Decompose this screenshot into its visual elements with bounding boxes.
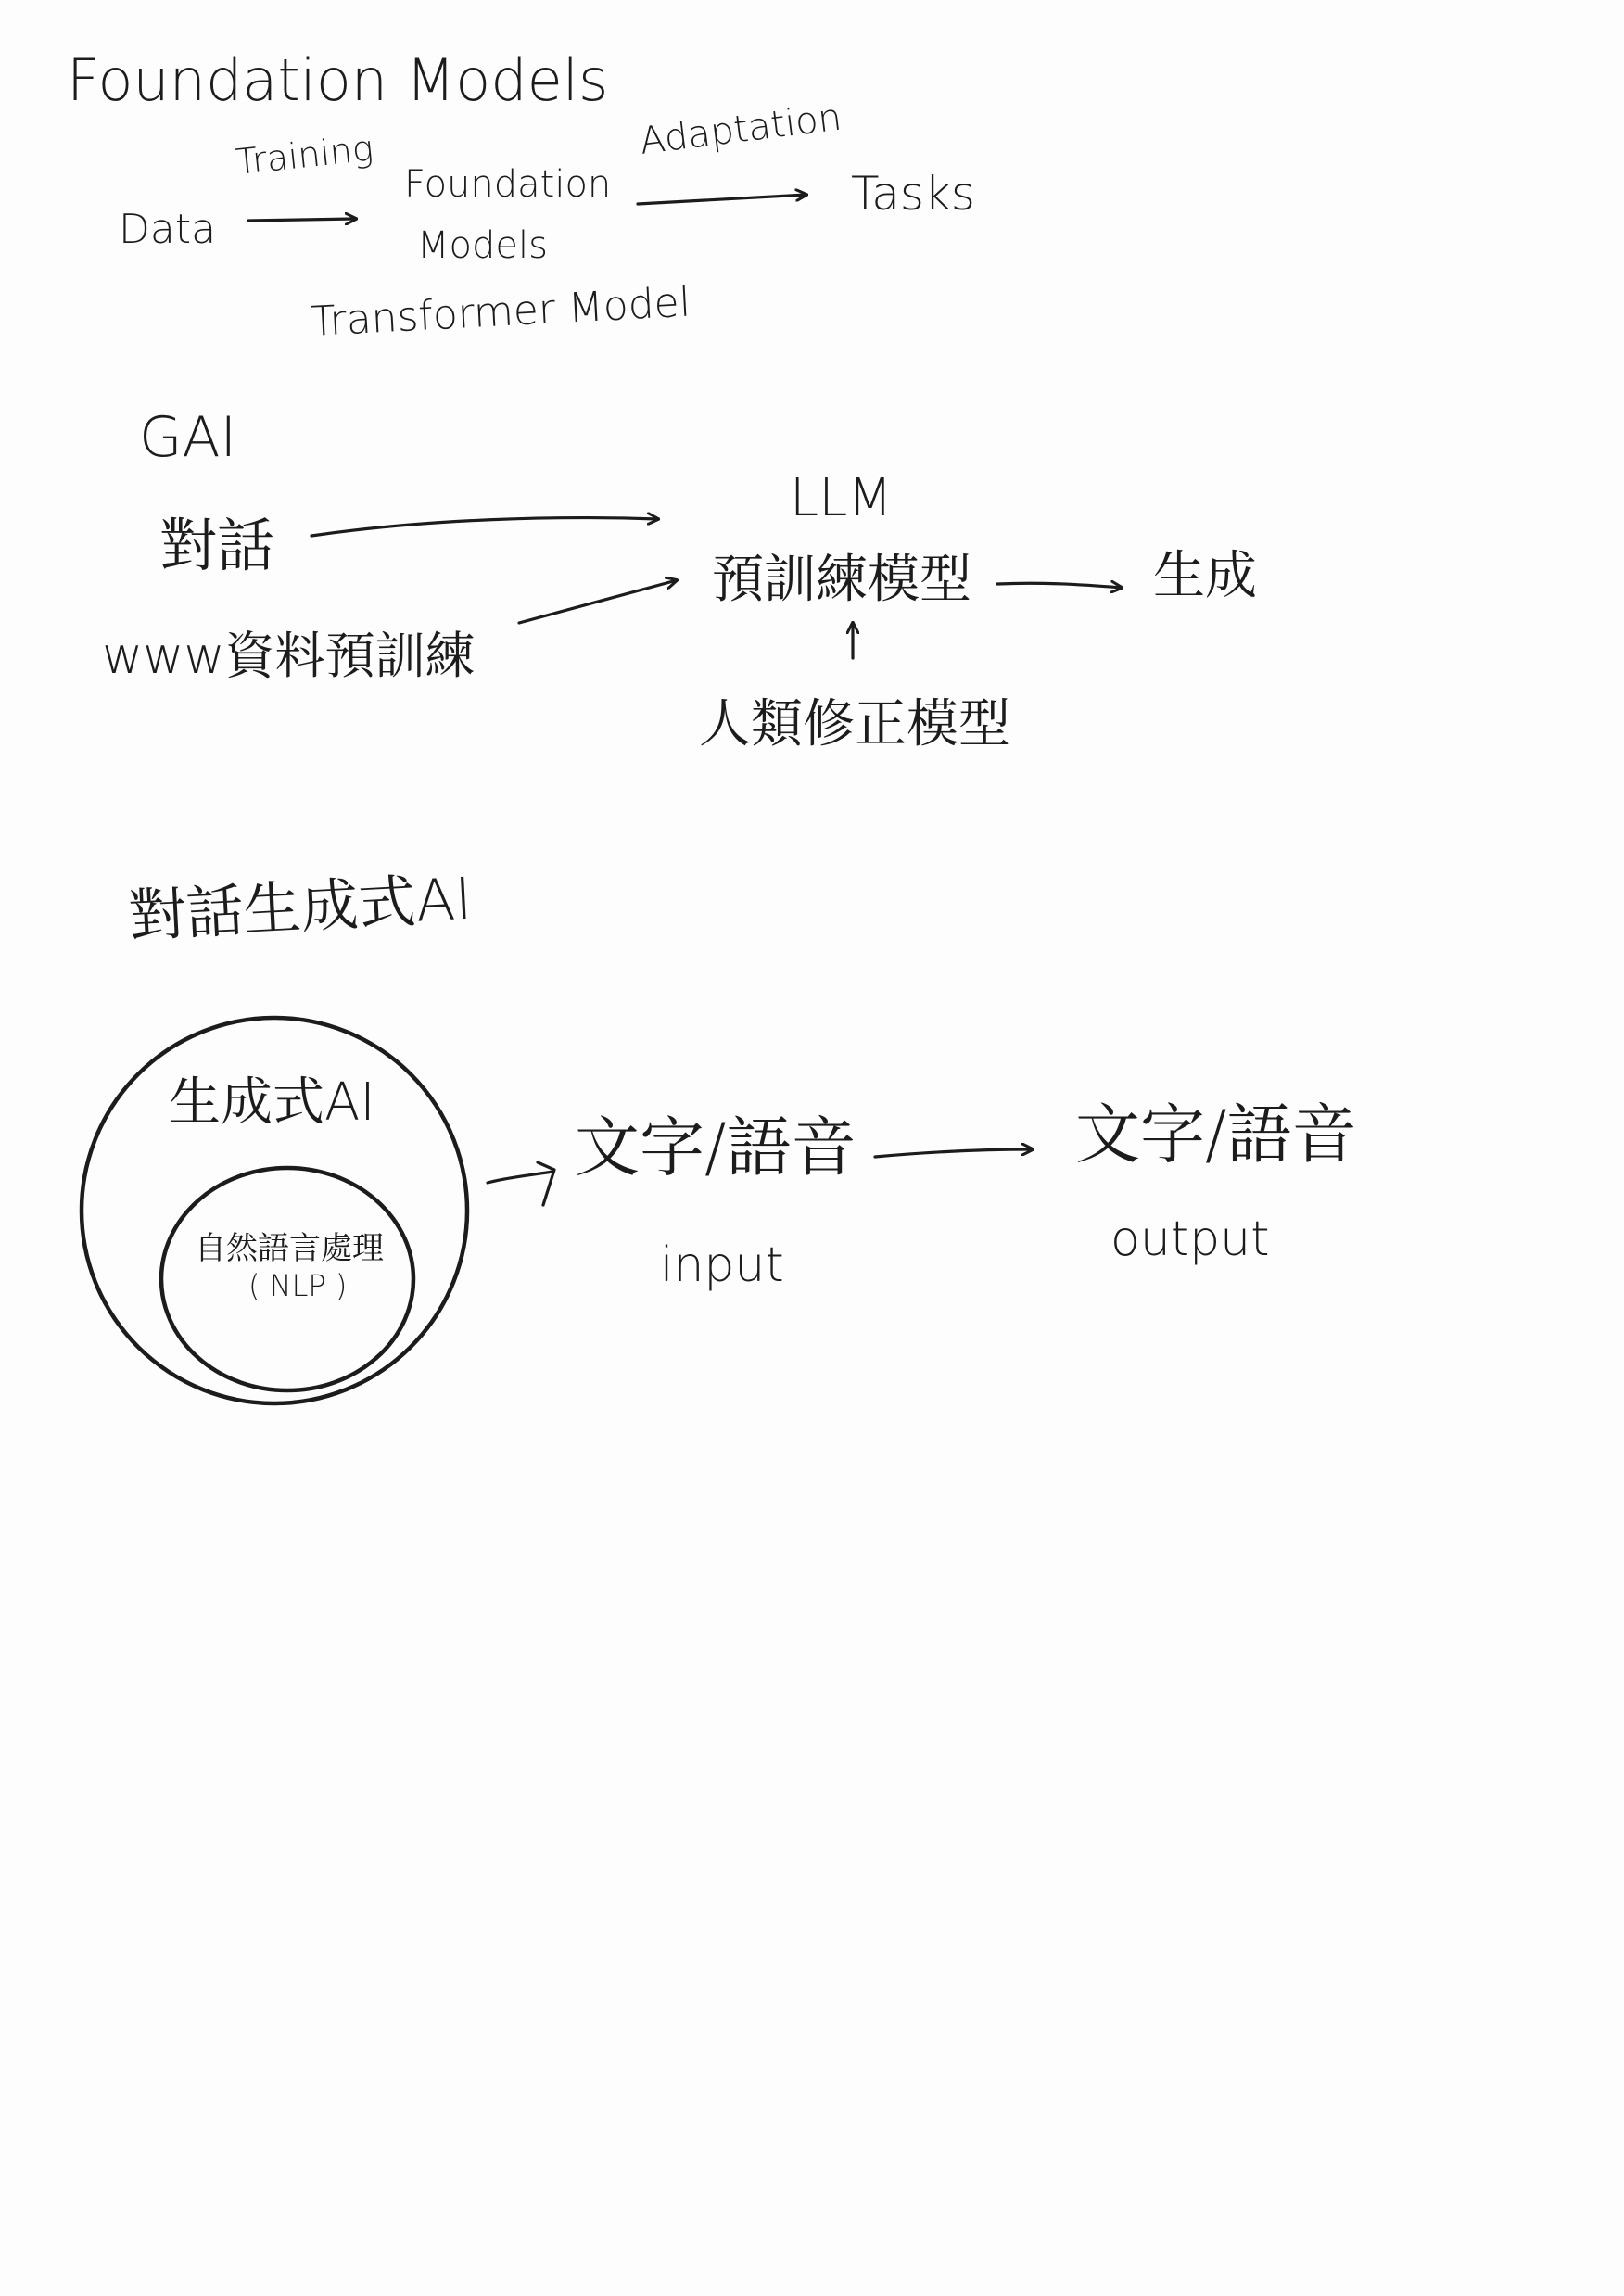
human-correction-label: 人類修正模型: [699, 694, 1010, 755]
outer-circle-label: 生成式AI: [169, 1072, 375, 1133]
generate-arrow: [997, 583, 1122, 588]
foundation-models-line2: Models: [417, 224, 548, 267]
pretrain-model-label: 預訓練模型: [712, 550, 971, 610]
www-pretrain-arrow: [519, 580, 677, 623]
section-foundation-models: [67, 46, 975, 346]
foundation-models-line1: Foundation: [404, 163, 612, 206]
input-to-output-arrow: [875, 1149, 1033, 1157]
inner-circle-line1: 自然語言處理: [195, 1230, 384, 1267]
tasks-label: Tasks: [851, 167, 975, 221]
inner-circle-line2: ( NLP ): [248, 1268, 348, 1303]
output-text: 文字/語音: [1075, 1097, 1357, 1173]
section3-title: 對話生成式AI: [126, 864, 474, 950]
training-arrow: [248, 219, 356, 221]
generate-label: 生成: [1153, 546, 1257, 606]
llm-label: LLM: [790, 468, 893, 528]
input-label: input: [660, 1237, 784, 1293]
www-pretrain-label: www資料預訓練: [102, 627, 476, 685]
adaptation-arrow: [638, 195, 806, 204]
dialogue-arrow: [311, 518, 658, 536]
training-label: Training: [234, 127, 375, 183]
input-text: 文字/語音: [575, 1110, 856, 1186]
circle-to-input-arrow: [488, 1162, 554, 1205]
dialogue-label: 對話: [159, 512, 275, 579]
section-gai: [102, 405, 1257, 755]
section1-title: Foundation Models: [67, 46, 609, 114]
output-label: output: [1110, 1211, 1270, 1267]
data-label: Data: [119, 206, 217, 253]
section2-title: GAI: [139, 405, 237, 470]
transformer-model-label: Transformer Model: [309, 278, 692, 346]
section-dialogue-gen-ai: [82, 865, 1357, 1403]
adaptation-label: Adaptation: [637, 95, 844, 163]
